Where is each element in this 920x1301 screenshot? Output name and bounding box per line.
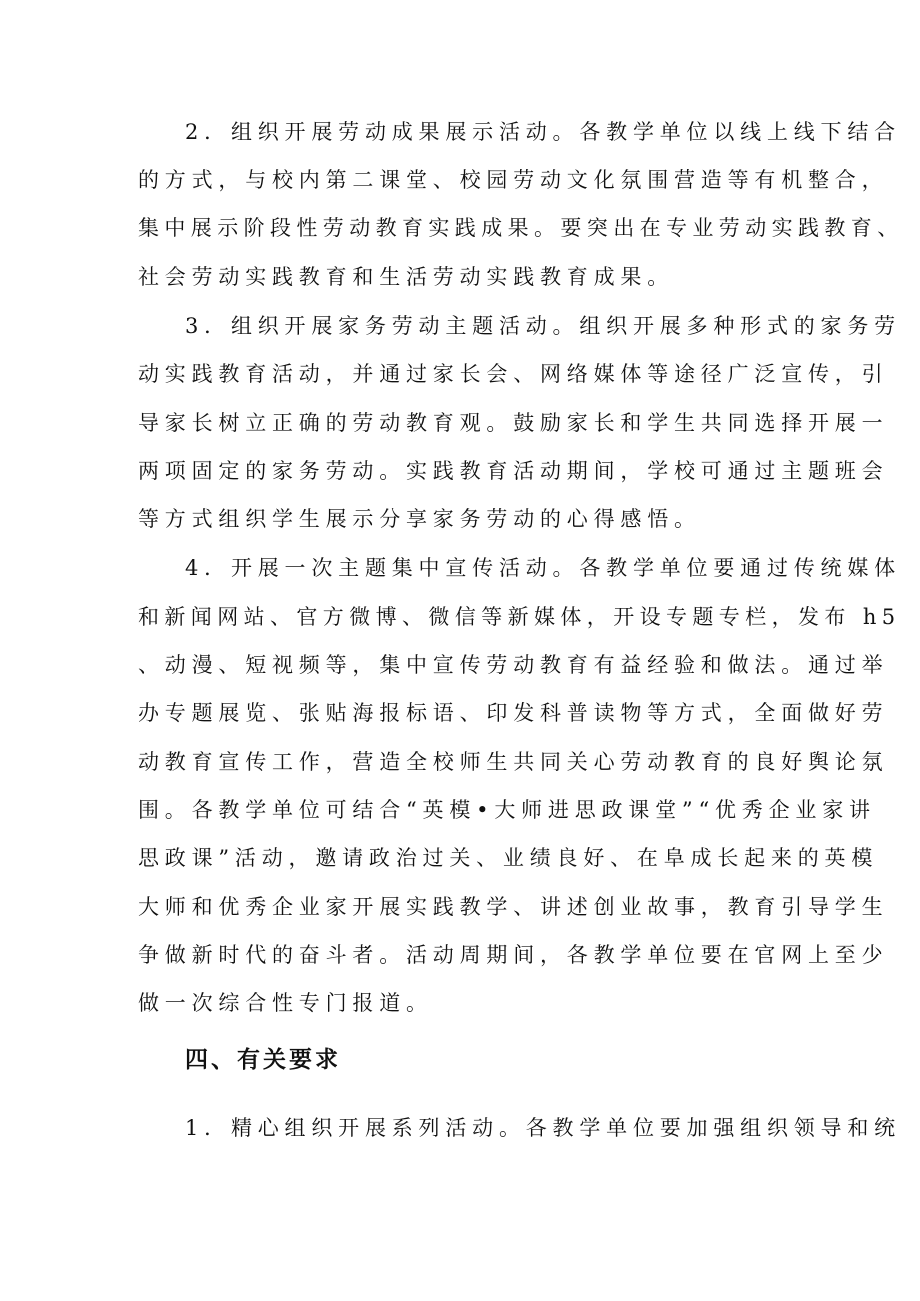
paragraph-4-line-10: 做一次综合性专门报道。 <box>138 991 433 1015</box>
paragraph-4-line-1: 4．开展一次主题集中宣传活动。各教学单位要通过传统媒体 <box>185 556 901 580</box>
paragraph-2-line-4: 社会劳动实践教育和生活劳动实践教育成果。 <box>138 265 674 289</box>
paragraph-4-line-7: 思政课”活动，邀请政治过关、业绩良好、在阜成长起来的英模 <box>138 846 879 870</box>
paragraph-3-line-1: 3．组织开展家务劳动主题活动。组织开展多种形式的家务劳 <box>185 314 901 338</box>
paragraph-4-line-3: 、动漫、短视频等，集中宣传劳动教育有益经验和做法。通过举 <box>138 653 889 677</box>
paragraph-5-line-1: 1．精心组织开展系列活动。各教学单位要加强组织领导和统 <box>185 1116 901 1140</box>
paragraph-2-line-3: 集中展示阶段性劳动教育实践成果。要突出在专业劳动实践教育、 <box>138 216 904 240</box>
paragraph-2-line-2: 的方式，与校内第二课堂、校园劳动文化氛围营造等有机整合， <box>138 168 889 192</box>
paragraph-4-line-9: 争做新时代的奋斗者。活动周期间，各教学单位要在官网上至少 <box>138 943 889 967</box>
paragraph-3-line-4: 两项固定的家务劳动。实践教育活动期间，学校可通过主题班会 <box>138 459 889 483</box>
paragraph-4-line-5: 动教育宣传工作，营造全校师生共同关心劳动教育的良好舆论氛 <box>138 750 889 774</box>
paragraph-3-line-5: 等方式组织学生展示分享家务劳动的心得感悟。 <box>138 507 701 531</box>
paragraph-4-line-4: 办专题展览、张贴海报标语、印发科普读物等方式，全面做好劳 <box>138 701 889 725</box>
paragraph-3-line-2: 动实践教育活动，并通过家长会、网络媒体等途径广泛宣传，引 <box>138 362 889 386</box>
section-heading: 四、有关要求 <box>185 1047 341 1073</box>
paragraph-4-line-2: 和新闻网站、官方微博、微信等新媒体，开设专题专栏，发布 h5 <box>138 605 901 629</box>
paragraph-3-line-3: 导家长树立正确的劳动教育观。鼓励家长和学生共同选择开展一 <box>138 411 889 435</box>
paragraph-2-line-1: 2．组织开展劳动成果展示活动。各教学单位以线上线下结合 <box>185 120 901 144</box>
paragraph-4-line-6: 围。各教学单位可结合“英模•大师进思政课堂”“优秀企业家讲 <box>138 798 876 822</box>
paragraph-4-line-8: 大师和优秀企业家开展实践教学、讲述创业故事，教育引导学生 <box>138 895 889 919</box>
